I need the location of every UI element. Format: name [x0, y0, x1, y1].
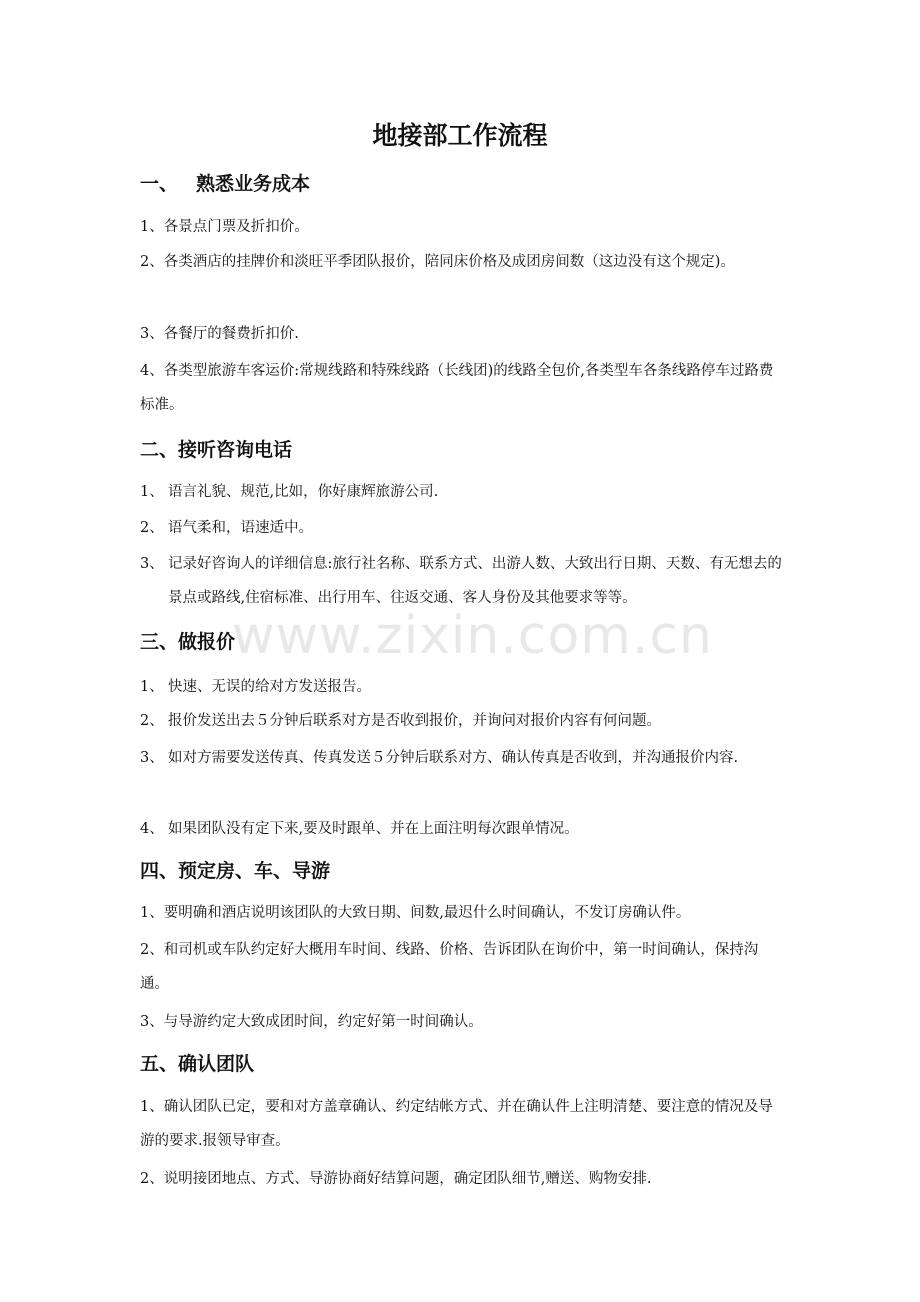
list-item	[140, 317, 785, 351]
item-text: 各类型旅游车客运价:常规线路和特殊线路（长线团)的线路全包价,各类型车各条线路停车过路费标准。	[140, 363, 774, 413]
item-text: 报价发送出去５分钟后联系对方是否收到报价，并询问对报价内容有何问题。	[168, 713, 661, 729]
section-title: 接听咨询电话	[178, 439, 293, 461]
item-label: 2、	[140, 942, 164, 958]
item-label: 1、	[140, 484, 164, 500]
item-label: 1、	[140, 219, 164, 235]
list-item	[140, 670, 785, 704]
item-label: 2、	[140, 520, 164, 536]
section-heading-3	[140, 628, 800, 656]
item-text: 各类酒店的挂牌价和淡旺平季团队报价，陪同床价格及成团房间数（这边没有这个规定)。	[163, 254, 735, 270]
item-label: 3、	[140, 326, 164, 342]
list-item	[140, 511, 785, 545]
list-item	[140, 1162, 785, 1196]
section-title: 确认团队	[178, 1053, 255, 1075]
item-text: 语言礼貌、规范,比如，你好康辉旅游公司.	[168, 484, 439, 500]
item-text: 如对方需要发送传真、传真发送５分钟后联系对方、确认传真是否收到，并沟通报价内容.	[168, 750, 739, 766]
list-item	[140, 896, 785, 930]
document-title: 地接部工作流程	[372, 121, 548, 150]
item-label: 3、	[140, 750, 164, 766]
watermark: www.zixin.com.cn	[232, 606, 713, 666]
item-label: 3、	[140, 1014, 164, 1030]
section-number: 四、	[140, 860, 179, 882]
list-item	[140, 812, 785, 846]
section-number: 五、	[140, 1053, 179, 1075]
item-text: 语气柔和，语速适中。	[168, 520, 313, 536]
list-item	[140, 933, 785, 1001]
item-text: 记录好咨询人的详细信息:旅行社名称、联系方式、出游人数、大致出行日期、天数、有无想去的景点或路线,住宿标准、出行用车、往返交通、客人身份及其他要求等等。	[168, 556, 782, 606]
item-label: 2、	[140, 713, 164, 729]
list-item	[140, 245, 785, 279]
item-label: 2、	[140, 1171, 164, 1187]
section-number: 三、	[140, 631, 179, 653]
list-item	[140, 547, 785, 615]
section-heading-1	[140, 170, 800, 198]
list-item	[140, 1090, 785, 1158]
item-label: 1、	[140, 679, 164, 695]
item-label: 1、	[140, 1099, 164, 1115]
list-item	[140, 1005, 785, 1039]
section-heading-5	[140, 1050, 800, 1078]
section-title: 预定房、车、导游	[178, 860, 331, 882]
item-label: 3、	[140, 556, 164, 572]
item-text: 要明确和酒店说明该团队的大致日期、间数,最迟什么时间确认，不发订房确认件。	[163, 905, 691, 921]
item-label: 4、	[140, 363, 164, 379]
section-heading-4	[140, 857, 800, 885]
section-title: 做报价	[178, 631, 236, 653]
item-text: 确认团队已定，要和对方盖章确认、约定结帐方式、并在确认件上注明清楚、要注意的情况及导游的要求.报领导审查。	[140, 1099, 773, 1149]
section-number: 一、	[140, 173, 179, 195]
list-item	[140, 741, 785, 775]
item-label: 1、	[140, 905, 164, 921]
item-text: 说明接团地点、方式、导游协商好结算问题，确定团队细节,赠送、购物安排.	[163, 1171, 652, 1187]
item-label: 4、	[140, 821, 164, 837]
item-text: 各餐厅的餐费折扣价.	[163, 326, 299, 342]
section-number: 二、	[140, 439, 179, 461]
item-text: 如果团队没有定下来,要及时跟单、并在上面注明每次跟单情况。	[168, 821, 579, 837]
list-item	[140, 704, 785, 738]
section-heading-2	[140, 436, 800, 464]
section-title: 熟悉业务成本	[196, 173, 311, 195]
item-text: 快速、无误的给对方发送报告。	[168, 679, 371, 695]
item-text: 和司机或车队约定好大概用车时间、线路、价格、告诉团队在询价中，第一时间确认，保持沟通。	[140, 942, 759, 992]
list-item	[140, 354, 785, 422]
item-label: 2、	[140, 254, 164, 270]
item-text: 与导游约定大致成团时间，约定好第一时间确认。	[163, 1014, 483, 1030]
list-item	[140, 210, 785, 244]
list-item	[140, 475, 785, 509]
item-text: 各景点门票及折扣价。	[163, 219, 309, 235]
